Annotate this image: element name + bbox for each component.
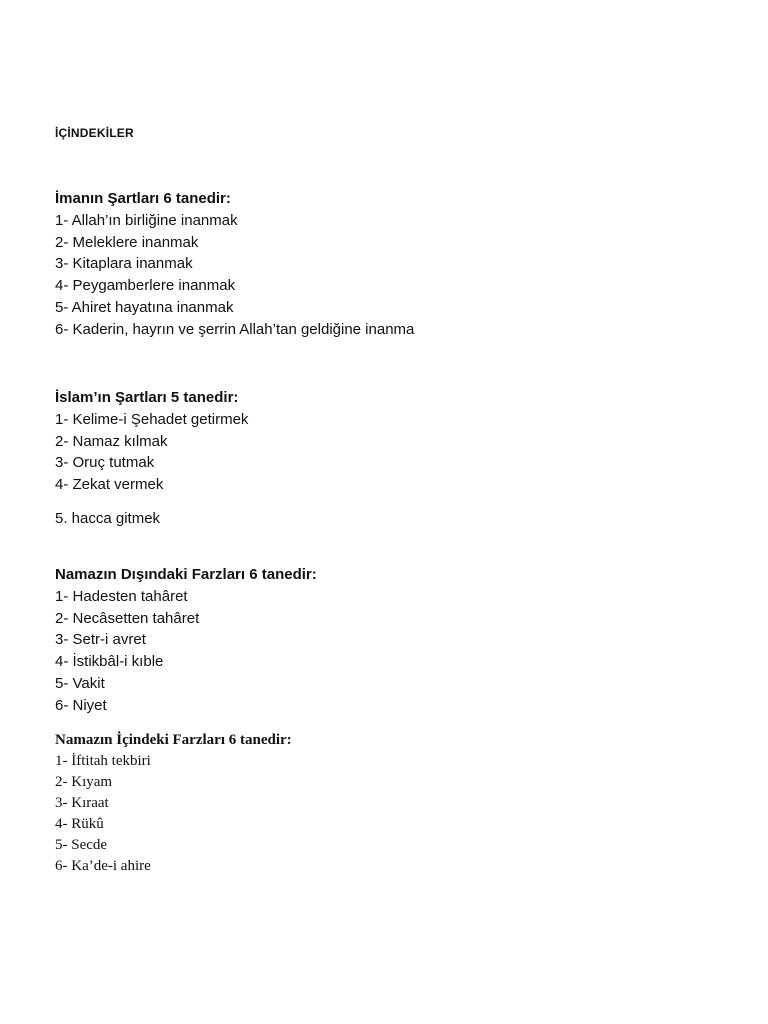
iman-heading: İmanın Şartları 6 tanedir: — [55, 190, 231, 207]
islam-item: 1- Kelime-i Şehadet getirmek — [55, 410, 249, 428]
iman-item: 4- Peygamberlere inanmak — [55, 277, 236, 295]
namaz-disindaki-item: 3- Setr-i avret — [55, 631, 146, 649]
toc-title: İÇİNDEKİLER — [55, 126, 134, 140]
namaz-icindeki-item: 4- Rükû — [55, 816, 104, 832]
namaz-icindeki-item: 5- Secde — [55, 837, 108, 853]
namaz-icindeki-heading: Namazın İçindeki Farzları 6 tanedir: — [55, 732, 292, 748]
iman-item: 5- Ahiret hayatına inanmak — [55, 298, 234, 316]
namaz-icindeki-item: 2- Kıyam — [55, 774, 113, 790]
namaz-icindeki-item: 1- İftitah tekbiri — [55, 753, 151, 769]
islam-item: 2- Namaz kılmak — [55, 432, 168, 450]
namaz-icindeki-item: 3- Kıraat — [55, 795, 109, 811]
namaz-icindeki-item: 6- Ka’de-i ahire — [55, 858, 151, 874]
islam-section — [55, 387, 248, 496]
islam-item-hac: 5. hacca gitmek — [55, 510, 161, 527]
namaz-disindaki-heading: Namazın Dışındaki Farzları 6 tanedir: — [55, 566, 317, 583]
namaz-icindeki-section — [55, 730, 292, 877]
iman-section — [55, 188, 414, 341]
namaz-disindaki-item: 2- Necâsetten tahâret — [55, 609, 200, 627]
namaz-disindaki-item: 1- Hadesten tahâret — [55, 587, 188, 605]
namaz-disindaki-item: 5- Vakit — [55, 674, 105, 692]
namaz-disindaki-item: 4- İstikbâl-i kıble — [55, 653, 164, 671]
iman-item: 6- Kaderin, hayrın ve şerrin Allah’tan geldiğine inanma — [55, 320, 415, 338]
namaz-disindaki-section — [55, 564, 317, 717]
islam-extra-item-block — [55, 508, 160, 530]
iman-item: 1- Allah’ın birliğine inanmak — [55, 211, 238, 229]
iman-item: 3- Kitaplara inanmak — [55, 255, 193, 273]
islam-item: 4- Zekat vermek — [55, 476, 164, 494]
islam-item: 3- Oruç tutmak — [55, 454, 155, 472]
iman-item: 2- Meleklere inanmak — [55, 233, 199, 251]
namaz-disindaki-item: 6- Niyet — [55, 696, 107, 714]
islam-heading: İslam’ın Şartları 5 tanedir: — [55, 389, 239, 406]
